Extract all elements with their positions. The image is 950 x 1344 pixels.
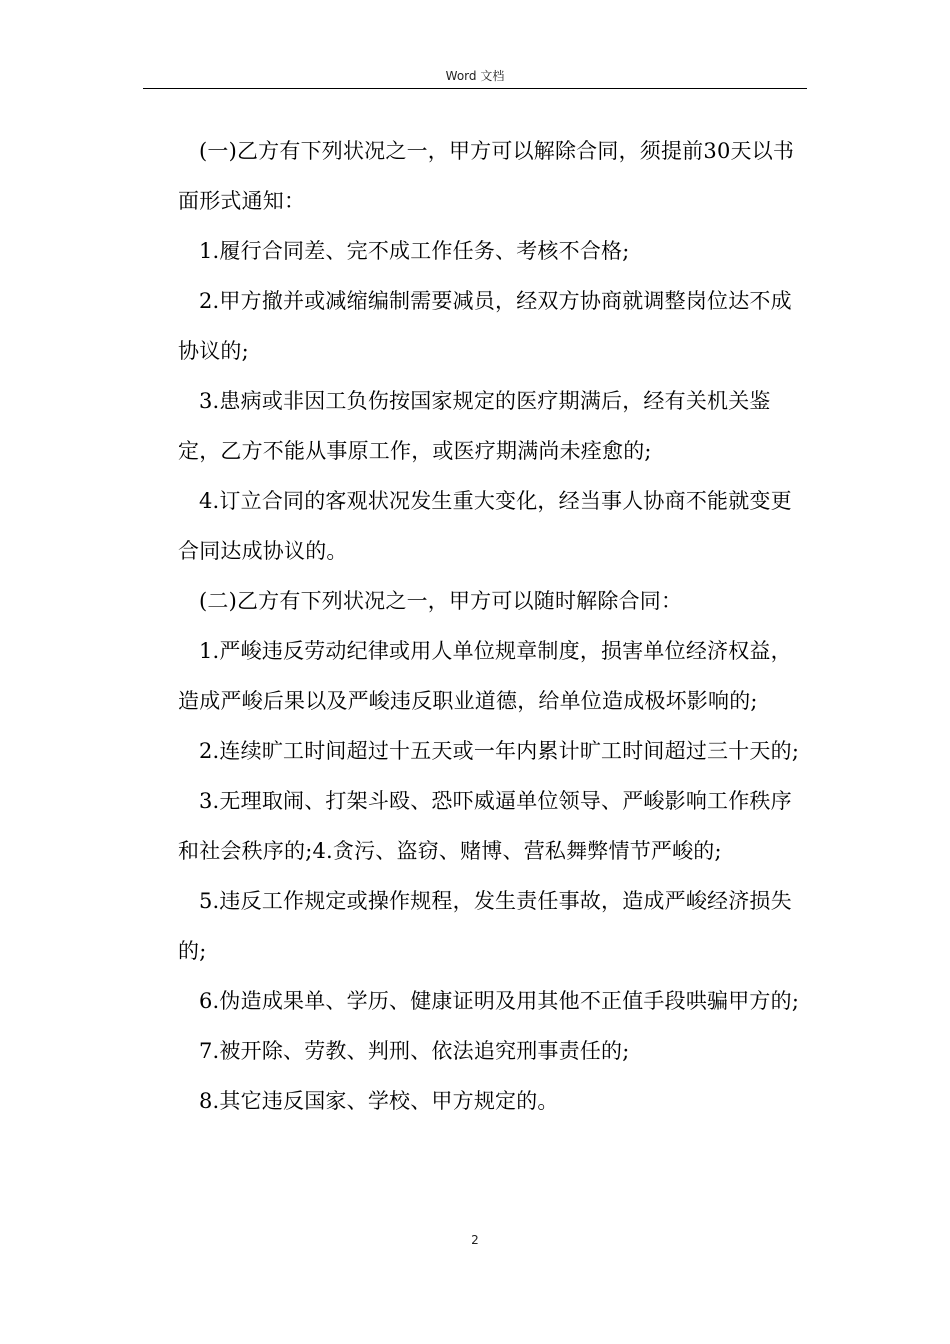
paragraph-item: 4.订立合同的客观状况发生重大变化，经当事人协商不能就变更合同达成协议的。 [178, 489, 792, 563]
paragraph-item: 2.甲方撤并或减缩编制需要减员，经双方协商就调整岗位达不成协议的; [178, 289, 792, 363]
paragraph-item: 1.严峻违反劳动纪律或用人单位规章制度，损害单位经济权益，造成严峻后果以及严峻违反职业道德，给单位造成极坏影响的; [178, 639, 792, 713]
paragraph-item: 3.患病或非因工负伤按国家规定的医疗期满后，经有关机关鉴定，乙方不能从事原工作，或医疗期满尚未痊愈的; [178, 389, 771, 463]
paragraph-item: 8.其它违反国家、学校、甲方规定的。 [199, 1089, 559, 1113]
paragraph-item: 5.违反工作规定或操作规程，发生责任事故，造成严峻经济损失的; [178, 889, 792, 963]
document-body [178, 126, 808, 1126]
paragraph-item: 1.履行合同差、完不成工作任务、考核不合格; [199, 239, 630, 263]
page-number: 2 [471, 1233, 479, 1247]
paragraph-item: 7.被开除、劳教、判刑、依法追究刑事责任的; [199, 1039, 630, 1063]
paragraph-item: 6.伪造成果单、学历、健康证明及用其他不正值手段哄骗甲方的; [199, 989, 800, 1013]
paragraph-section-1: (一)乙方有下列状况之一，甲方可以解除合同，须提前30天以书面形式通知： [178, 139, 795, 213]
paragraph-item: 2.连续旷工时间超过十五天或一年内累计旷工时间超过三十天的; [199, 739, 800, 763]
header-divider [143, 88, 807, 89]
paragraph-item: 3.无理取闹、打架斗殴、恐吓威逼单位领导、严峻影响工作秩序和社会秩序的;4.贪污、盗窃、赌博、营私舞弊情节严峻的; [178, 789, 792, 863]
paragraph-section-2: (二)乙方有下列状况之一，甲方可以随时解除合同： [199, 589, 683, 613]
page-header: Word 文档 [445, 69, 505, 83]
